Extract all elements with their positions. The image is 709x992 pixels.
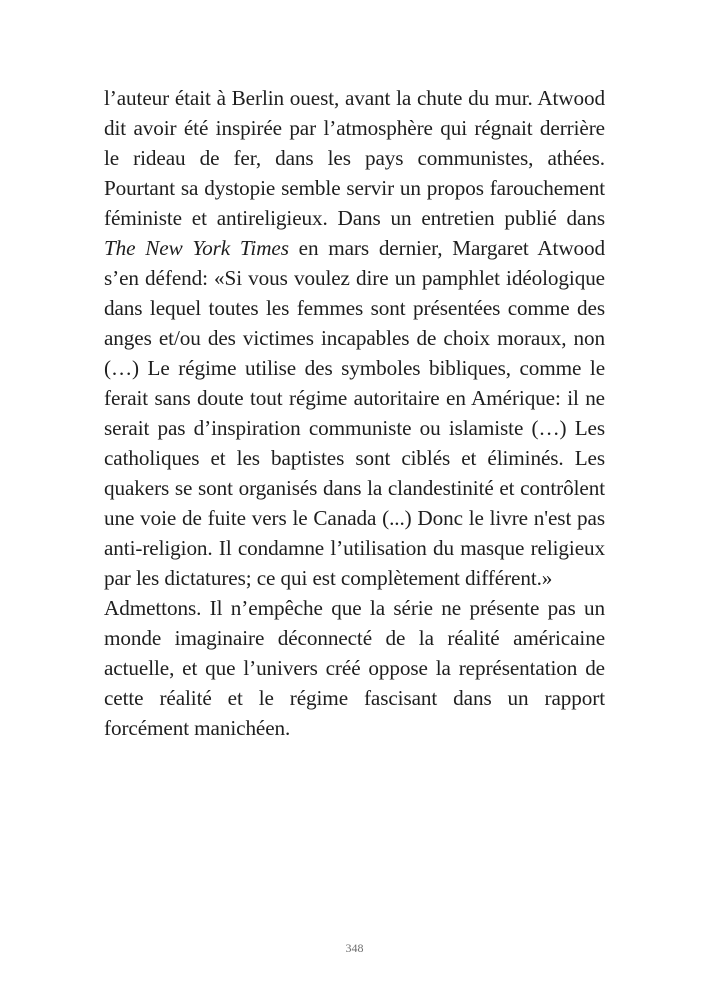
body-text bbox=[104, 83, 605, 743]
paragraph-2: Admettons. Il n’empêche que la série ne présente pas un monde imaginaire déconnecté de la réalité américaine actuelle, et que l’univers créé oppose la représentation de cette réalité et le régime fascisant dans un rapport forcément manichéen. bbox=[104, 596, 605, 740]
paragraph-1-part-1: l’auteur était à Berlin ouest, avant la chute du mur. Atwood dit avoir été inspirée par l’atmosphère qui régnait derrière le rideau de fer, dans les pays communistes, athées. Pourtant sa dystopie semble servir un propos farouchement féministe et antireligieux. Dans un entretien publié dans bbox=[104, 86, 605, 230]
paragraph-1-part-2: en mars dernier, Margaret Atwood s’en défend: «Si vous voulez dire un pamphlet idéologique dans lequel toutes les femmes sont présentées comme des anges et/ou des victimes incapables de choix moraux, non (…) Le régime utilise des symboles bibliques, comme le ferait sans doute tout régime autoritaire en Amérique: il ne serait pas d’inspiration communiste ou islamiste (…) Les catholiques et les baptistes sont ciblés et éliminés. Les quakers se sont organisés dans la clandestinité et contrôlent une voie de fuite vers le Canada (...) Donc le livre n'est pas anti-religion. Il condamne l’utilisation du masque religieux par les dictatures; ce qui est complètement différent.» bbox=[104, 236, 605, 590]
newspaper-title: The New York Times bbox=[104, 236, 289, 260]
page-number: 348 bbox=[345, 941, 364, 955]
paragraph-1 bbox=[104, 83, 605, 593]
